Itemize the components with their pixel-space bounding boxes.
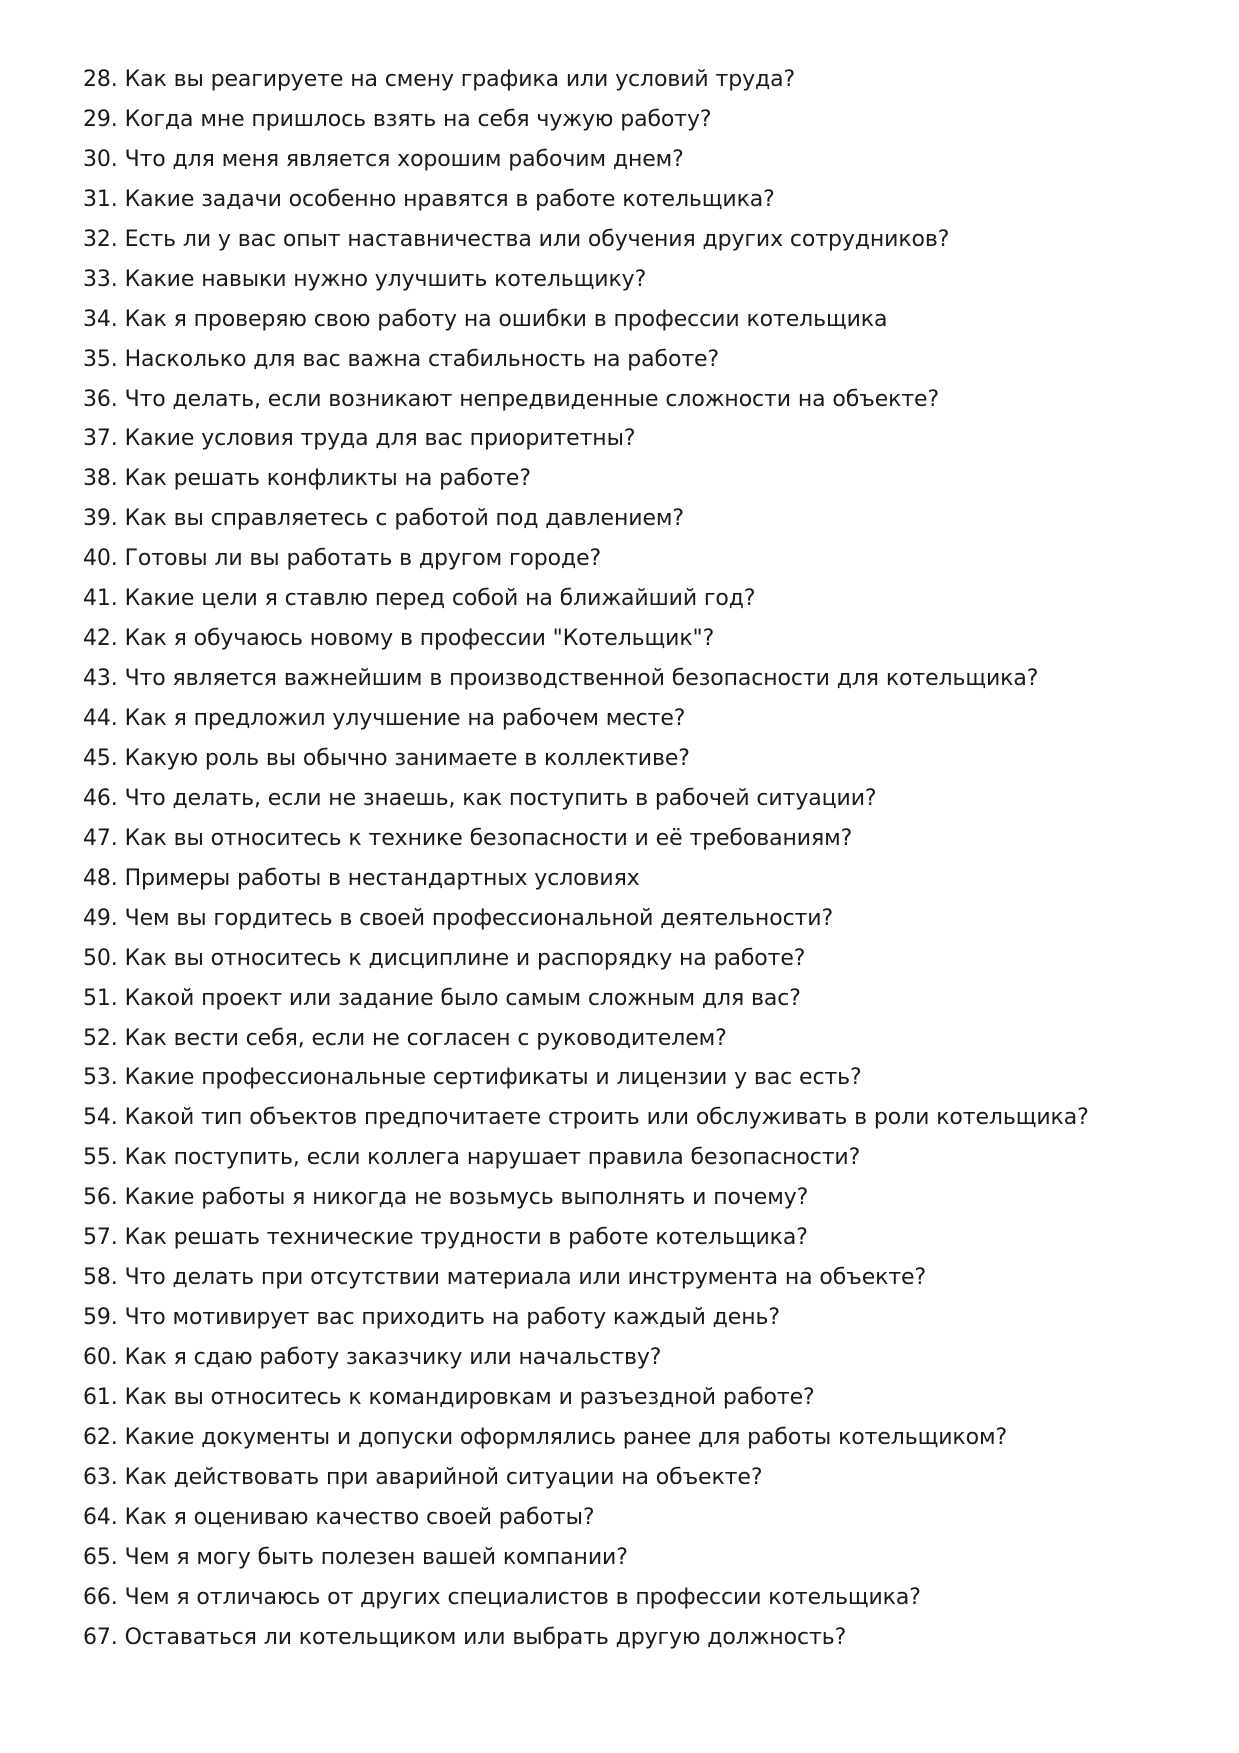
- list-item: [83, 1338, 1203, 1378]
- question-text: Примеры работы в нестандартных условиях: [124, 865, 640, 891]
- list-item: [83, 1298, 1203, 1338]
- question-number: 53.: [83, 1065, 118, 1091]
- question-text: Какие профессиональные сертификаты и лицензии у вас есть?: [124, 1065, 862, 1091]
- question-number: 56.: [83, 1185, 118, 1211]
- question-number: 64.: [83, 1504, 118, 1530]
- question-number: 48.: [83, 865, 118, 891]
- question-text: Насколько для вас важна стабильность на работе?: [124, 346, 720, 372]
- question-number: 51.: [83, 985, 118, 1011]
- list-item: [83, 180, 1203, 220]
- question-number: 34.: [83, 306, 118, 332]
- question-text: Какие работы я никогда не возьмусь выполнять и почему?: [124, 1185, 809, 1211]
- list-item: [83, 819, 1203, 859]
- question-text: Как я обучаюсь новому в профессии "Котельщик"?: [124, 626, 715, 652]
- question-text: Как я проверяю свою работу на ошибки в профессии котельщика: [124, 306, 888, 332]
- list-item: [83, 1458, 1203, 1498]
- question-text: Что делать, если возникают непредвиденные сложности на объекте?: [124, 386, 940, 412]
- question-text: Как вы относитесь к дисциплине и распорядку на работе?: [124, 945, 806, 971]
- question-number: 39.: [83, 506, 118, 532]
- list-item: [83, 899, 1203, 939]
- question-number: 57.: [83, 1225, 118, 1251]
- question-text: Какой проект или задание было самым сложным для вас?: [124, 985, 801, 1011]
- question-number: 63.: [83, 1464, 118, 1490]
- question-number: 28.: [83, 67, 118, 92]
- question-text: Какие условия труда для вас приоритетны?: [124, 426, 636, 452]
- list-item: [83, 260, 1203, 300]
- question-text: Как вы относитесь к командировкам и разъездной работе?: [124, 1384, 815, 1410]
- list-item: [83, 1019, 1203, 1059]
- question-number: 58.: [83, 1265, 118, 1291]
- question-text: Как решать технические трудности в работе котельщика?: [124, 1225, 808, 1251]
- list-item: [83, 1218, 1203, 1258]
- question-number: 62.: [83, 1424, 118, 1450]
- list-item: [83, 939, 1203, 979]
- question-text: Готовы ли вы работать в другом городе?: [124, 546, 602, 572]
- list-item: [83, 100, 1203, 140]
- question-text: Как решать конфликты на работе?: [124, 466, 531, 492]
- question-number: 42.: [83, 626, 118, 652]
- list-item: [83, 1418, 1203, 1458]
- question-text: Что для меня является хорошим рабочим днем?: [124, 146, 684, 172]
- question-number: 55.: [83, 1145, 118, 1171]
- question-text: Чем вы гордитесь в своей профессиональной деятельности?: [124, 905, 834, 931]
- list-item: [83, 779, 1203, 819]
- question-number: 43.: [83, 666, 118, 692]
- question-number: 44.: [83, 706, 118, 731]
- list-item: [83, 419, 1203, 459]
- question-text: Как вы реагируете на смену графика или условий труда?: [124, 67, 796, 92]
- question-number: 32.: [83, 226, 118, 252]
- question-text: Как поступить, если коллега нарушает правила безопасности?: [124, 1145, 861, 1171]
- question-text: Оставаться ли котельщиком или выбрать другую должность?: [124, 1624, 847, 1650]
- list-item: [83, 619, 1203, 659]
- question-list: [83, 60, 1203, 1658]
- list-item: [83, 1258, 1203, 1298]
- question-number: 30.: [83, 146, 118, 172]
- question-number: 49.: [83, 905, 118, 931]
- list-item: [83, 699, 1203, 739]
- list-item: [83, 539, 1203, 579]
- list-item: [83, 1538, 1203, 1578]
- list-item: [83, 739, 1203, 779]
- list-item: [83, 140, 1203, 180]
- question-text: Когда мне пришлось взять на себя чужую работу?: [124, 106, 712, 132]
- question-text: Как я предложил улучшение на рабочем месте?: [124, 706, 686, 731]
- question-text: Что делать при отсутствии материала или инструмента на объекте?: [124, 1265, 927, 1291]
- list-item: [83, 1058, 1203, 1098]
- question-text: Чем я могу быть полезен вашей компании?: [124, 1544, 628, 1570]
- question-number: 36.: [83, 386, 118, 412]
- list-item: [83, 380, 1203, 420]
- question-text: Какие навыки нужно улучшить котельщику?: [124, 266, 647, 292]
- question-text: Как действовать при аварийной ситуации на объекте?: [124, 1464, 763, 1490]
- list-item: [83, 300, 1203, 340]
- list-item: [83, 1098, 1203, 1138]
- question-text: Как я оцениваю качество своей работы?: [124, 1504, 595, 1530]
- question-number: 60.: [83, 1345, 118, 1370]
- list-item: [83, 1138, 1203, 1178]
- question-text: Как вести себя, если не согласен с руководителем?: [124, 1025, 727, 1051]
- question-text: Какой тип объектов предпочитаете строить или обслуживать в роли котельщика?: [124, 1105, 1089, 1131]
- list-item: [83, 1178, 1203, 1218]
- question-number: 54.: [83, 1105, 118, 1131]
- question-text: Что мотивирует вас приходить на работу каждый день?: [124, 1305, 780, 1331]
- list-item: [83, 499, 1203, 539]
- question-number: 61.: [83, 1384, 118, 1410]
- question-number: 59.: [83, 1305, 118, 1331]
- question-number: 45.: [83, 745, 118, 771]
- question-text: Что является важнейшим в производственной безопасности для котельщика?: [124, 666, 1039, 692]
- list-item: [83, 1498, 1203, 1538]
- question-text: Что делать, если не знаешь, как поступить в рабочей ситуации?: [124, 785, 877, 811]
- question-text: Как вы справляетесь с работой под давлением?: [124, 506, 684, 532]
- question-text: Как вы относитесь к технике безопасности и её требованиям?: [124, 825, 853, 851]
- question-number: 35.: [83, 346, 118, 372]
- question-text: Как я сдаю работу заказчику или начальству?: [124, 1345, 662, 1370]
- question-text: Какую роль вы обычно занимаете в коллективе?: [124, 745, 690, 771]
- question-number: 47.: [83, 825, 118, 851]
- list-item: [83, 1578, 1203, 1618]
- question-number: 40.: [83, 546, 118, 572]
- question-text: Какие задачи особенно нравятся в работе котельщика?: [124, 186, 775, 212]
- question-number: 50.: [83, 945, 118, 971]
- question-number: 31.: [83, 186, 118, 212]
- list-item: [83, 1378, 1203, 1418]
- question-number: 41.: [83, 586, 118, 612]
- list-item: [83, 60, 1203, 100]
- list-item: [83, 459, 1203, 499]
- list-item: [83, 579, 1203, 619]
- question-number: 38.: [83, 466, 118, 492]
- question-number: 66.: [83, 1584, 118, 1610]
- list-item: [83, 1618, 1203, 1658]
- question-number: 37.: [83, 426, 118, 452]
- question-number: 65.: [83, 1544, 118, 1570]
- list-item: [83, 859, 1203, 899]
- question-number: 46.: [83, 785, 118, 811]
- list-item: [83, 340, 1203, 380]
- list-item: [83, 659, 1203, 699]
- question-text: Какие цели я ставлю перед собой на ближайший год?: [124, 586, 756, 612]
- question-text: Чем я отличаюсь от других специалистов в профессии котельщика?: [124, 1584, 921, 1610]
- question-number: 33.: [83, 266, 118, 292]
- question-text: Есть ли у вас опыт наставничества или обучения других сотрудников?: [124, 226, 950, 252]
- list-item: [83, 979, 1203, 1019]
- question-number: 29.: [83, 106, 118, 132]
- question-text: Какие документы и допуски оформлялись ранее для работы котельщиком?: [124, 1424, 1008, 1450]
- question-number: 52.: [83, 1025, 118, 1051]
- list-item: [83, 220, 1203, 260]
- question-number: 67.: [83, 1624, 118, 1650]
